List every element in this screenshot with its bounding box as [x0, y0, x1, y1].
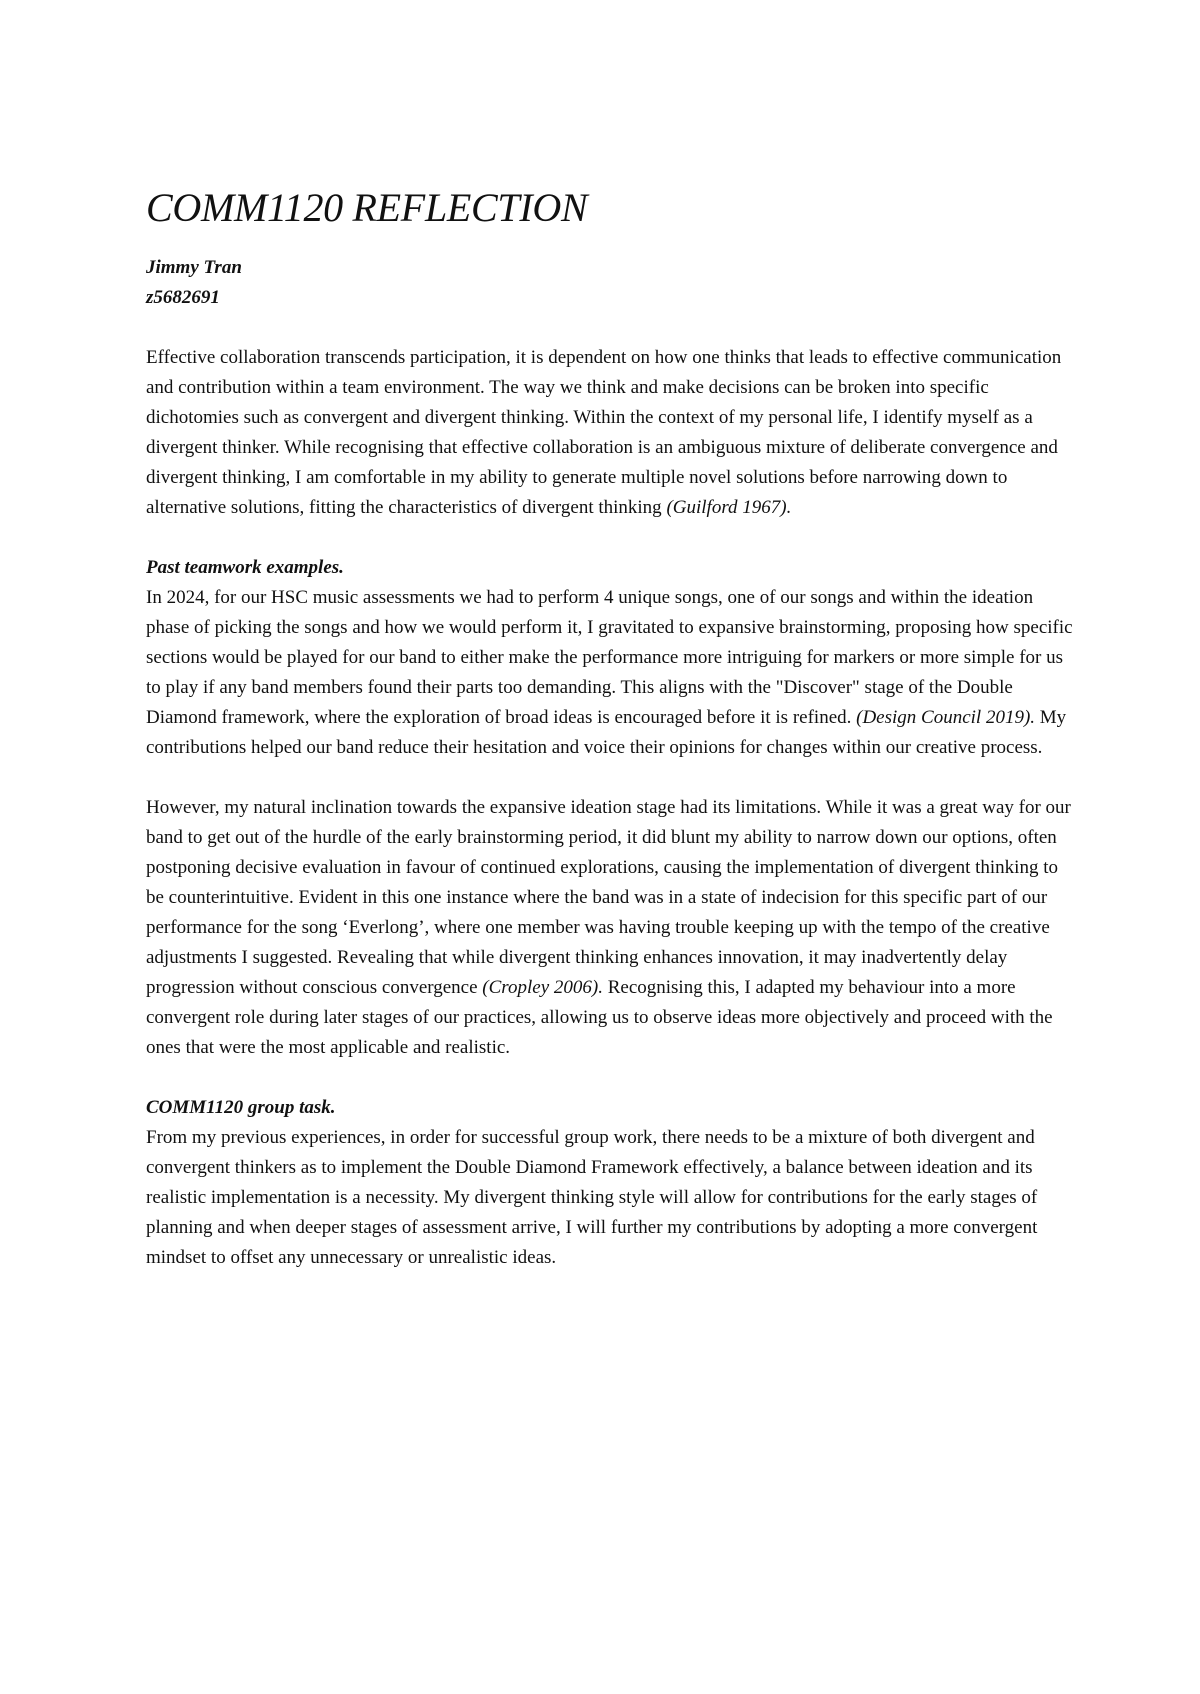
intro-paragraph [146, 343, 1076, 523]
author-block [146, 253, 1076, 313]
citation-design-council: (Design Council 2019). [856, 707, 1036, 728]
intro-text: Effective collaboration transcends participation, it is dependent on how one thinks that leads to effective communication and contribution within a team environment. The way we think and make decisions can be broken into specific dichotomies such as convergent and divergent thinking. Within the context of my personal life, I identify myself as a divergent thinker. While recognising that effective collaboration is an ambiguous mixture of deliberate convergence and divergent thinking, I am comfortable in my ability to generate multiple novel solutions before narrowing down to alternative solutions, fitting the characteristics of divergent thinking [146, 347, 1062, 518]
section-heading-past-teamwork: Past teamwork examples. [146, 557, 344, 578]
student-id: z5682691 [146, 287, 220, 308]
spacer [146, 1063, 1076, 1093]
document-title: COMM1120 REFLECTION [146, 185, 588, 230]
author-name: Jimmy Tran [146, 257, 242, 278]
intro-end: . [786, 497, 792, 518]
paragraph-text: My contributions helped our band reduce their hesitation and voice their opinions for changes within our creative process. [146, 707, 1067, 758]
spacer [146, 523, 1076, 553]
paragraph-text: However, my natural inclination towards the expansive ideation stage had its limitations. While it was a great way for our band to get out of the hurdle of the early brainstorming period, it did blunt my ability to narrow down our options, often postponing decisive evaluation in favour of continued explorations, causing the implementation of divergent thinking to be counterintuitive. Evident in this one instance where the band was in a state of indecision for this specific part of our performance for the song ‘Everlong’, where one member was having trouble keeping up with the tempo of the creative adjustments I suggested. Revealing that while divergent thinking enhances innovation, it may inadvertently delay progression without conscious convergence [146, 797, 1071, 998]
intro-citation: (Guilford 1967) [666, 497, 787, 518]
document-body [146, 183, 1076, 1273]
past-teamwork-paragraph-1 [146, 583, 1076, 763]
section-heading-group-task: COMM1120 group task. [146, 1097, 336, 1118]
spacer [146, 763, 1076, 793]
group-task-paragraph: From my previous experiences, in order for successful group work, there needs to be a mixture of both divergent and convergent thinkers as to implement the Double Diamond Framework effectively, a balance between ideation and its realistic implementation is a necessity. My divergent thinking style will allow for contributions for the early stages of planning and when deeper stages of assessment arrive, I will further my contributions by adopting a more convergent mindset to offset any unnecessary or unrealistic ideas. [146, 1127, 1038, 1268]
paragraph-text: Recognising this, I adapted my behaviour into a more convergent role during later stages of our practices, allowing us to observe ideas more objectively and proceed with the ones that were the most applicable and realistic. [146, 977, 1053, 1058]
past-teamwork-paragraph-2 [146, 793, 1076, 1063]
paragraph-text: In 2024, for our HSC music assessments we had to perform 4 unique songs, one of our songs and within the ideation phase of picking the songs and how we would perform it, I gravitated to expansive brainstorming, proposing how specific sections would be played for our band to either make the performance more intriguing for markers or more simple for us to play if any band members found their parts too demanding. This aligns with the "Discover" stage of the Double Diamond framework, where the exploration of broad ideas is encouraged before it is refined. [146, 587, 1073, 728]
citation-cropley: (Cropley 2006). [482, 977, 603, 998]
spacer [146, 313, 1076, 343]
